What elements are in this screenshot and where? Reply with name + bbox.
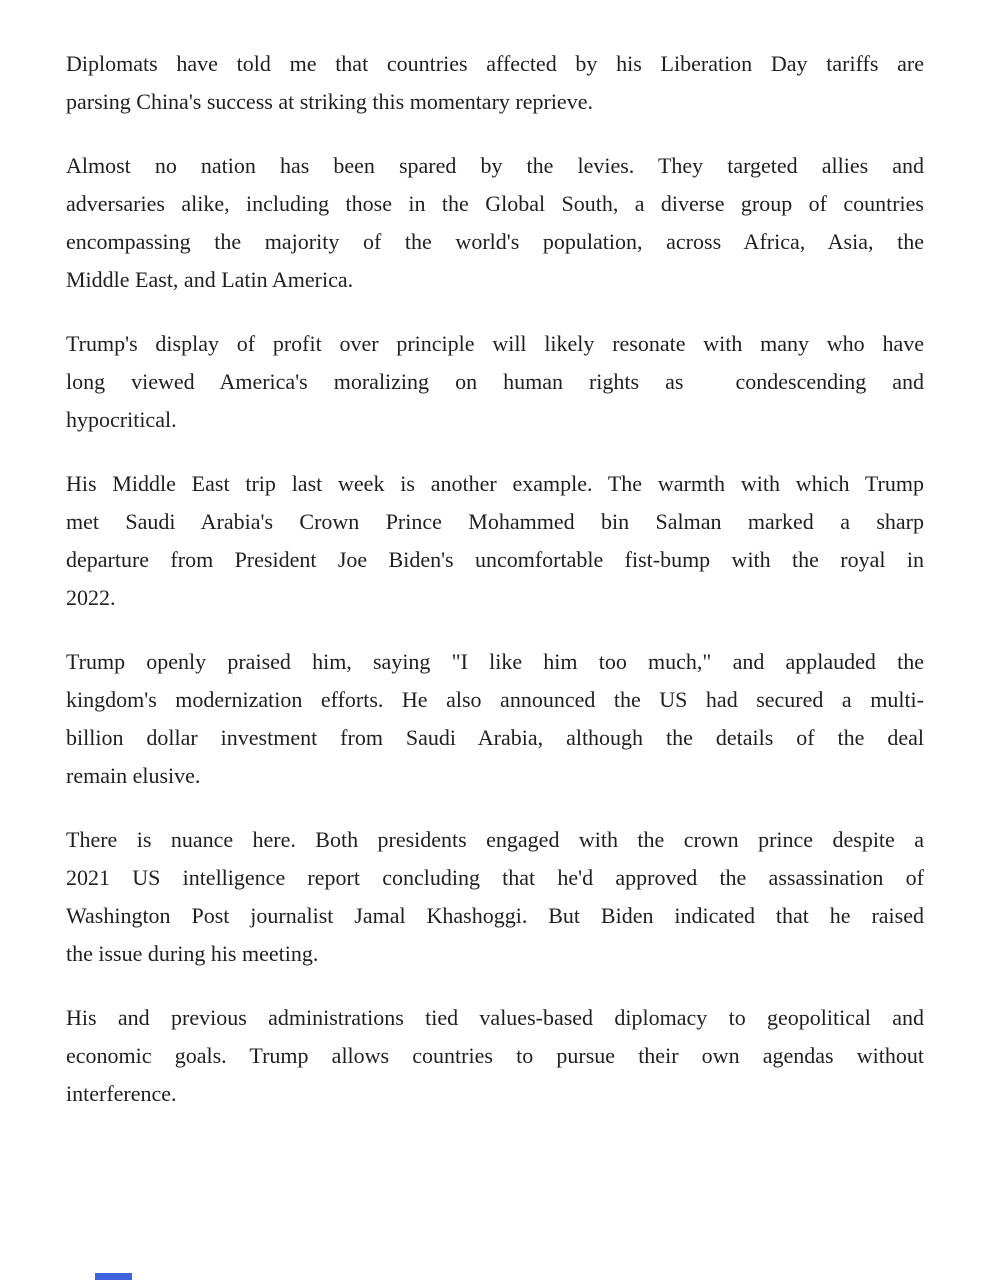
paragraph (66, 465, 924, 617)
paragraph (66, 45, 924, 121)
text-line: the issue during his meeting. (66, 941, 319, 966)
paragraph (66, 325, 924, 439)
text-line: economic goals. Trump allows countries to pursue their own agendas without (66, 1043, 924, 1068)
text-line: Middle East, and Latin America. (66, 267, 354, 292)
text-line: His and previous administrations tied values-based diplomacy to geopolitical and (66, 1005, 924, 1030)
text-line: long viewed America's moralizing on human rights as condescending and (66, 369, 924, 394)
text-line: remain elusive. (66, 763, 201, 788)
text-line: 2021 US intelligence report concluding that he'd approved the assassination of (66, 865, 924, 890)
text-line: encompassing the majority of the world's population, across Africa, Asia, the (66, 229, 924, 254)
article-body (66, 45, 924, 1139)
text-line: billion dollar investment from Saudi Arabia, although the details of the deal (66, 725, 924, 750)
partial-blue-element (95, 1273, 132, 1280)
text-line: His Middle East trip last week is another example. The warmth with which Trump (66, 471, 924, 496)
text-line: parsing China's success at striking this momentary reprieve. (66, 89, 593, 114)
text-line: Almost no nation has been spared by the levies. They targeted allies and (66, 153, 924, 178)
paragraph (66, 999, 924, 1113)
text-line: Trump openly praised him, saying "I like him too much," and applauded the (66, 649, 924, 674)
text-line: hypocritical. (66, 407, 177, 432)
text-line: adversaries alike, including those in the Global South, a diverse group of countries (66, 191, 924, 216)
text-line: Diplomats have told me that countries affected by his Liberation Day tariffs are (66, 51, 924, 76)
text-line: 2022. (66, 585, 116, 610)
text-line: interference. (66, 1081, 177, 1106)
text-line: Washington Post journalist Jamal Khashoggi. But Biden indicated that he raised (66, 903, 924, 928)
paragraph (66, 147, 924, 299)
paragraph (66, 643, 924, 795)
text-line: There is nuance here. Both presidents engaged with the crown prince despite a (66, 827, 924, 852)
text-line: departure from President Joe Biden's uncomfortable fist-bump with the royal in (66, 547, 924, 572)
text-line: kingdom's modernization efforts. He also announced the US had secured a multi- (66, 687, 924, 712)
paragraph (66, 821, 924, 973)
text-line: met Saudi Arabia's Crown Prince Mohammed bin Salman marked a sharp (66, 509, 924, 534)
text-line: Trump's display of profit over principle will likely resonate with many who have (66, 331, 924, 356)
